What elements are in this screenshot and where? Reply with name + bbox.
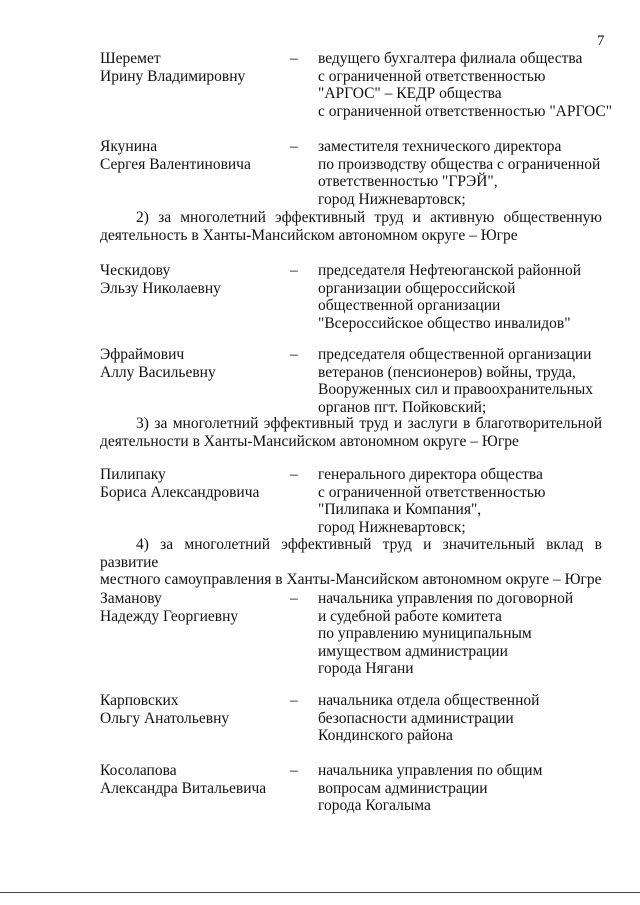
- paragraph-line: 4) за многолетний эффективный труд и значительный вклад в развитие: [100, 536, 602, 571]
- dash: –: [290, 346, 298, 363]
- recipient-name: [100, 138, 285, 173]
- surname: Заманову: [100, 590, 162, 607]
- paragraph-line: деятельность в Ханты-Мансийском автономном округе – Югре: [100, 226, 518, 244]
- position-line: ведущего бухгалтера филиала общества: [318, 50, 583, 67]
- surname: Ческидову: [100, 262, 171, 279]
- position-line: генерального директора общества: [318, 466, 543, 483]
- surname: Пилипаку: [100, 466, 166, 483]
- position-line: "Всероссийское общество инвалидов": [318, 314, 571, 332]
- position-line: с ограниченной ответственностью: [318, 67, 546, 85]
- position-line: председателя Нефтеюганской районной: [318, 262, 582, 279]
- recipient-name: [100, 50, 285, 85]
- surname: Карповских: [100, 692, 179, 709]
- given-names: Ольгу Анатольевну: [100, 709, 230, 727]
- surname: Эфраймович: [100, 346, 185, 363]
- position-line: начальника отдела общественной: [318, 692, 540, 709]
- position-line: начальника управления по общим: [318, 762, 543, 779]
- dash: –: [290, 50, 298, 67]
- position-line: общественной организации: [318, 297, 501, 314]
- surname: Якунина: [100, 138, 158, 155]
- dash: –: [290, 138, 298, 155]
- given-names: Сергея Валентиновича: [100, 155, 251, 173]
- paragraph-line: местного самоуправления в Ханты-Мансийском автономном округе – Югре: [100, 571, 602, 588]
- position-line: Кондинского района: [318, 727, 453, 744]
- dash: –: [290, 762, 298, 779]
- given-names: Бориса Александровича: [100, 483, 260, 501]
- position-line: и судебной работе комитета: [318, 607, 502, 625]
- position-line: "Пилипака и Компания",: [318, 501, 482, 518]
- award-category-paragraph: [100, 536, 602, 589]
- position-line: начальника управления по договорной: [318, 590, 574, 607]
- position-line: вопросам администрации: [318, 779, 488, 797]
- position-line: с ограниченной ответственностью: [318, 483, 546, 501]
- position-line: город Нижневартовск;: [318, 518, 466, 536]
- given-names: Александра Витальевича: [100, 779, 267, 797]
- recipient-position: [318, 138, 618, 208]
- page-number: 7: [597, 33, 605, 49]
- recipient-position: [318, 346, 618, 416]
- given-names: Ирину Владимировну: [100, 67, 246, 85]
- recipient-position: [318, 262, 618, 332]
- position-line: города Когалыма: [318, 797, 431, 814]
- position-line: органов пгт. Пойковский;: [318, 398, 487, 416]
- position-line: по производству общества с ограниченной: [318, 155, 601, 173]
- position-line: ответственностью "ГРЭЙ",: [318, 173, 498, 190]
- surname: Косолапова: [100, 762, 177, 779]
- page-bottom-rule: [0, 892, 640, 893]
- recipient-position: [318, 762, 618, 815]
- paragraph-line: 2) за многолетний эффективный труд и активную общественную: [136, 209, 602, 226]
- dash: –: [290, 262, 298, 279]
- paragraph-line: деятельности в Ханты-Мансийском автономном округе – Югре: [100, 432, 519, 450]
- position-line: города Нягани: [318, 660, 414, 677]
- recipient-name: [100, 590, 285, 625]
- dash: –: [290, 590, 298, 607]
- position-line: ветеранов (пенсионеров) войны, труда,: [318, 363, 576, 381]
- dash: –: [290, 692, 298, 709]
- given-names: Аллу Васильевну: [100, 363, 216, 381]
- recipient-position: [318, 466, 618, 536]
- position-line: организации общероссийской: [318, 279, 516, 297]
- recipient-name: [100, 762, 285, 797]
- position-line: Вооруженных сил и правоохранительных: [318, 381, 594, 398]
- given-names: Эльзу Николаевну: [100, 279, 221, 297]
- recipient-name: [100, 262, 285, 297]
- paragraph-line: 3) за многолетний эффективный труд и заслуги в благотворительной: [136, 415, 602, 432]
- dash: –: [290, 466, 298, 483]
- recipient-name: [100, 346, 285, 381]
- position-line: заместителя технического директора: [318, 138, 562, 155]
- position-line: с ограниченной ответственностью "АРГОС": [318, 102, 613, 120]
- recipient-name: [100, 466, 285, 501]
- recipient-name: [100, 692, 285, 727]
- position-line: председателя общественной организации: [318, 346, 592, 363]
- position-line: город Нижневартовск;: [318, 190, 466, 208]
- recipient-position: [318, 50, 618, 120]
- surname: Шеремет: [100, 50, 161, 67]
- position-line: имуществом администрации: [318, 642, 508, 660]
- award-category-paragraph: [100, 415, 602, 450]
- position-line: безопасности администрации: [318, 709, 514, 727]
- recipient-position: [318, 590, 618, 678]
- position-line: "АРГОС" – КЕДР общества: [318, 85, 502, 102]
- given-names: Надежду Георгиевну: [100, 607, 239, 625]
- position-line: по управлению муниципальным: [318, 625, 532, 642]
- award-category-paragraph: [100, 209, 602, 244]
- recipient-position: [318, 692, 618, 745]
